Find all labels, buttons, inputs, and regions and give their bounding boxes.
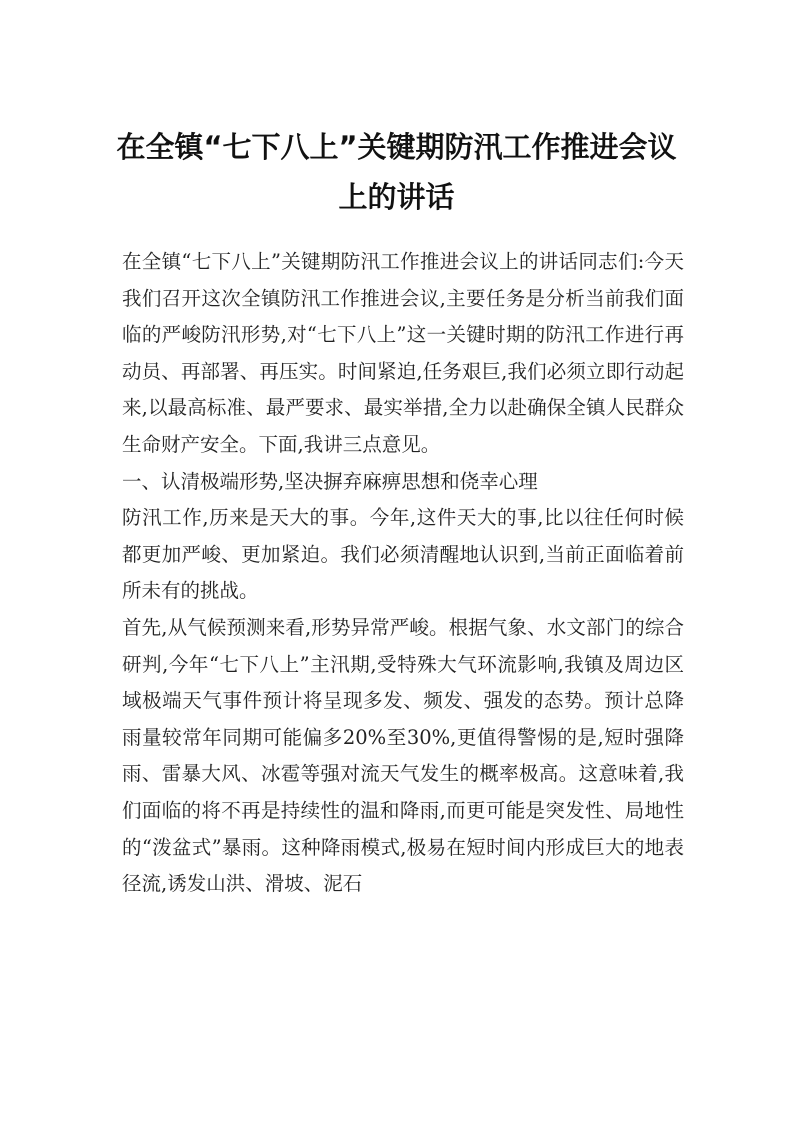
paragraph-section-1-intro: 防汛工作,历来是天大的事。今年,这件天大的事,比以往任何时候都更加严峻、更加紧迫。我们必须清醒地认识到,当前正面临着前所未有的挑战。: [122, 506, 684, 603]
paragraph-opening: 在全镇“七下八上”关键期防汛工作推进会议上的讲话同志们:今天我们召开这次全镇防汛工作推进会议,主要任务是分析当前我们面临的严峻防汛形势,对“七下八上”这一关键时期的防汛工作进行再动员、再部署、再压实。时间紧迫,任务艰巨,我们必须立即行动起来,以最高标准、最严要求、最实举措,全力以赴确保全镇人民群众生命财产安全。下面,我讲三点意见。: [122, 250, 684, 456]
document-body: [122, 244, 684, 903]
document-title: 在全镇“七下八上”关键期防汛工作推进会议上的讲话: [116, 130, 677, 214]
paragraph-climate-forecast: 首先,从气候预测来看,形势异常严峻。根据气象、水文部门的综合研判,今年“七下八上”主汛期,受特殊大气环流影响,我镇及周边区域极端天气事件预计将呈现多发、频发、强发的态势。预计总降雨量较常年同期可能偏多20%至30%,更值得警惕的是,短时强降雨、雷暴大风、冰雹等强对流天气发生的概率极高。这意味着,我们面临的将不再是持续性的温和降雨,而更可能是突发性、局地性的“泼盆式”暴雨。这种降雨模式,极易在短时间内形成巨大的地表径流,诱发山洪、滑坡、泥石: [122, 615, 684, 896]
section-heading-1: 一、认清极端形势,坚决摒弃麻痹思想和侥幸心理: [122, 469, 538, 493]
